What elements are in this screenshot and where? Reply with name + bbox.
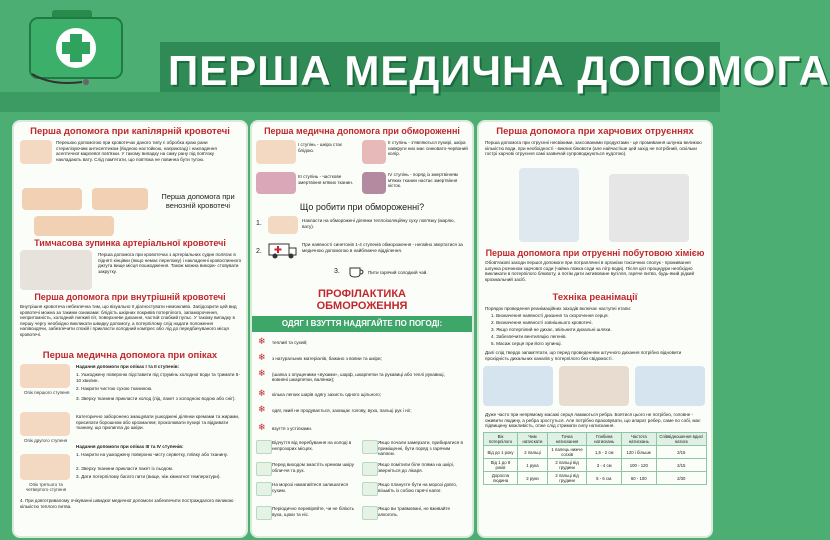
reanim-step-4: 4. Забезпечити вентиляцію легенів.: [491, 334, 567, 339]
burn-caption-3: Опік третього та четвертого ступеня: [25, 482, 67, 492]
frost-degree-1: І ступінь - шкіра стає блідою.: [298, 142, 343, 153]
frost-image-4: [362, 172, 386, 194]
table-cell: Доросла людина: [484, 472, 518, 485]
heading-arterial: Тимчасова зупинка артеріальної кровотечі: [34, 238, 226, 248]
cpr-image-1: [483, 366, 553, 406]
frost-step-1: Накласти на обморожені ділянки теплоізоляційну суху пов'язку (марлю, вату).: [302, 218, 455, 229]
burns-12-title: Надання допомоги при опіках І та ІІ ступенів:: [76, 364, 180, 369]
table-header-cell: Частота натискань: [622, 433, 656, 446]
what-to-do: Що робити при обмороженні?: [299, 202, 425, 212]
tip-icon: [362, 440, 378, 454]
tea-cup-icon: [348, 264, 364, 278]
cpr-image-2: [559, 366, 629, 406]
table-cell: 1,5 - 2 см: [587, 446, 622, 459]
table-cell: 2/30: [656, 472, 707, 485]
capillary-image: [20, 140, 52, 164]
table-cell: 100 - 120: [622, 459, 656, 472]
page-title: ПЕРША МЕДИЧНА ДОПОМОГА: [168, 47, 830, 94]
burns-note: 4. При довготривалому очікуванні швидкої медичної допомоги забезпечити постраждалого великою кількістю теплого питва.: [20, 498, 234, 509]
table-header-row: [484, 433, 707, 446]
tip-icon: [256, 506, 272, 520]
tip-icon: [256, 462, 272, 476]
frost-image-3: [256, 172, 296, 194]
table-cell: 2 пальці від грудини: [547, 472, 586, 485]
burns-forbidden: Категорично заборонено змащувати ушкоджені ділянки кремами та жирами, присипати борошном або крохмалем; проколювати пухирі та відривати тканину, що прилипла до шкіри.: [76, 414, 240, 430]
table-header-cell: Співвідношення вдих/натиск: [656, 433, 707, 446]
table-cell: 2 пальці від грудини: [547, 459, 586, 472]
reanim-text: Порядок проведення реанімаційних заходів включає наступні етапи:: [485, 306, 632, 311]
table-header-cell: Вік потерпілого: [484, 433, 518, 446]
food-image-2: [609, 174, 689, 242]
snowflake-icon: ❄: [258, 422, 266, 432]
tip-3: Перед виходом змастіть кремом шкіру обличчя та рук.: [272, 462, 354, 473]
tip-2: Якщо почали замерзати, прибиратися в приміщенні, бути поряд з гарячим напоєм.: [378, 440, 463, 456]
clothes-1: теплий та сухий;: [272, 340, 308, 345]
heading-chem: Перша допомога при отруєнні побутовою хімією: [485, 248, 705, 258]
frost-degree-3: ІІІ ступінь - часткове змертвіння м'яких тканин.: [298, 174, 354, 185]
arterial-image: [20, 250, 92, 290]
table-cell: 1 рука: [517, 459, 547, 472]
internal-text: Внутрішня кровотеча небезпечна тим, що візуально її діагностувати неможливо. Запідозрити цей вид кровотечі можна за такими ознаками: блідість шкірних покривів потерпілого, запаморочення, непритомність, холодний липкий піт, поверхневе дихання, частий слабкий пульс. У такому випадку в першу чергу необхідно викликати швидку допомогу, а потерпілому слід надати положення напівсидячи, забезпечити спокій і прикласти холодний компрес або лід до передбачуваного місця кровотечі.: [20, 304, 237, 337]
heading-food: Перша допомога при харчових отруєннях: [496, 126, 694, 137]
heading-capillary: Перша допомога при капілярній кровотечі: [30, 126, 230, 137]
frost-image-2: [362, 140, 386, 164]
capillary-text: Перешою допомогою при кровотечах даного типу є обробка краю рани стерилізуючим антисептиком (йодною настойкою, наприклад) і накладення асептичної марлевої пов'язки. У такому випадку на саму рану під пов'язку накладають вату. Слід пам'ятати, що пов'язка не повинна бути тугою.: [56, 140, 217, 162]
panel-frostbite: [250, 120, 474, 538]
burns-step2-1: 1. Накрити на ушкоджену поверхню чисту серветку, плівку або тканину.: [76, 452, 228, 457]
tip-7: Періодично перевіряйте, чи не біліють вуха, щоки та ніс.: [272, 506, 355, 517]
burn-image-2: [20, 412, 70, 436]
step-image-1: [268, 216, 298, 234]
frost-image-1: [256, 140, 296, 164]
cpr-table: [483, 432, 707, 485]
tip-icon: [256, 482, 272, 496]
table-cell: 1 палець нижче сосків: [547, 446, 586, 459]
burns-step-3: 3. Зверху тканини прикласти холод (лід, пакет з холодною водою або сніг).: [76, 396, 236, 401]
burn-caption-2: Опік другого ступеня: [24, 438, 68, 443]
food-image-1: [519, 168, 579, 242]
tip-icon: [362, 482, 378, 496]
snowflake-icon: ❄: [258, 368, 266, 378]
cpr-text: Дуже часто при непрямому масажі серця ламаються ребра. Боятися цього не потрібно, головне - оживити людину, а ребра зростуться. Але потрібно враховувати, що апарат ребер, саме по собі, має підвищену можливість, отже слід стримати силу натискання.: [485, 412, 701, 428]
clothes-3: (шапка з опущеними «вухами», шарф, шкарпетки та рукавиці або теплі рукавиці, вовняні шкарпетки, валянки);: [272, 372, 445, 383]
burn-caption-1: Опік першого ступеня: [24, 390, 70, 395]
heading-frostbite: Перша медична допомога при обмороженні: [264, 126, 460, 136]
clothes-4: кілька легких шарів одягу захисть одного щільного;: [272, 392, 382, 397]
chem-text: Обов'язкові заходи першої допомоги при потраплянні в організм токсичних сполук - промивання шлунка розчином харчової соди (чайна ложка соди на літр води). Після цієї процедури необхідно викликати в потерпілого блювоту, а потім дати активоване вугілля, гаряче питво, будь-який рідкий крохмальний засіб.: [485, 260, 695, 282]
panel-poisoning-reanimation: [477, 120, 713, 538]
first-aid-kit-icon: [22, 8, 132, 86]
table-cell: 2/15: [656, 446, 707, 459]
heading-reanim: Техніка реанімації: [552, 292, 638, 303]
panel-bleeding-burns: [12, 120, 248, 538]
table-cell: 60 - 100: [622, 472, 656, 485]
step-num-1: 1.: [256, 220, 262, 227]
venous-image-1: [22, 188, 82, 210]
frost-degree-2: ІІ ступінь - з'являються пухирі, шкіра навкруги них має синювато-червоний колір.: [388, 140, 468, 156]
burn-image-3: [20, 454, 70, 480]
ambulance-icon: [268, 240, 298, 260]
table-header-cell: Точка натискання: [547, 433, 586, 446]
table-row: [484, 472, 707, 485]
snowflake-icon: ❄: [258, 404, 266, 414]
step-num-3: 3.: [334, 268, 340, 275]
table-row: [484, 446, 707, 459]
burns-34-title: Надання допомоги при опіках ІІІ та IV ступенів:: [76, 444, 184, 449]
burn-image-1: [20, 364, 70, 388]
clothes-5: одяг, який не продувається, захищає голову, вуха, пальці рук і ніг;: [272, 408, 412, 413]
table-header-cell: Глибина натискань: [587, 433, 622, 446]
burns-step-2: 2. Накрити чистою сухою тканиною.: [76, 386, 153, 391]
burns-step2-2: 2. Зверху тканини прикласти пакет із льодом.: [76, 466, 174, 471]
tip-8: Якщо ви травмовані, не вживайте алкоголь.: [378, 506, 451, 517]
header: [0, 0, 830, 112]
reanim-step-1: 1. Визначення наявності дихання та скорочення серця.: [491, 313, 609, 318]
snowflake-icon: ❄: [258, 388, 266, 398]
reanim-note: Далі слід твердо запам'ятати, що перед проведенням штучного дихання потрібно відновити прохідність дихальних каналів у потерпілого без свідомості.: [485, 350, 682, 361]
frost-step-2: При наявності синетонів 1-4 ступенів обмороження - негайно звертатися за медичною допомогою в найближче відділення.: [302, 242, 463, 253]
table-cell: 5 - 6 см.: [587, 472, 622, 485]
clothes-bar: ОДЯГ І ВЗУТТЯ НАДЯГАЙТЕ ПО ПОГОДІ:: [252, 316, 472, 332]
frost-step-3: Пити гарячий солодкий чай.: [368, 270, 428, 275]
venous-image-3: [34, 216, 114, 236]
tip-5: На морозі намагайтеся залишатися сухим.: [272, 482, 348, 493]
venous-image-2: [92, 188, 148, 210]
food-text: Перша допомога при отруєнні несвіжими, заєсованими продуктами - це промивання шлунка великою кількістю води, при необхідності - виклик блювоти (але найчастіше цей захід не потрібний, оскільки гострі харчові отруєння самі зазвичай супроводжуються нудотою).: [485, 140, 702, 156]
tip-6: Якщо плануєте бути на морозі довго, візьміть із собою гарячі напої.: [378, 482, 458, 493]
frost-degree-4: IV ступінь - поряд із змертвінням м'яких тканин настає змертвіння кісток.: [388, 172, 458, 188]
table-cell: 2/15: [656, 459, 707, 472]
snowflake-icon: ❄: [258, 336, 266, 346]
step-num-2: 2.: [256, 248, 262, 255]
table-cell: 2 пальці: [517, 446, 547, 459]
table-row: [484, 459, 707, 472]
table-header-cell: Чим натискати: [517, 433, 547, 446]
prevention-heading: ПРОФІЛАКТИКА ОБМОРОЖЕННЯ: [316, 288, 408, 312]
arterial-text: Перша допомога при кровотечах з артеріальних судин полягає в підняті кінцівки (якщо немає перелому) і накладенні кровоспинного джгута вище місця пошкодження. Також можна викори- стовувати закрутку.: [98, 252, 242, 274]
clothes-2: з натуральних матеріалів, бажано з вовни та шкіри;: [272, 356, 382, 361]
clothes-6: взуття з устілками.: [272, 426, 313, 431]
table-cell: Від 1 до 8 років: [484, 459, 518, 472]
tip-1: Відчуття від перебування на холоді в непрозорих місцях.: [272, 440, 352, 451]
table-cell: 2 руки: [517, 472, 547, 485]
tip-icon: [256, 440, 272, 454]
venous-label: Перша допомога при венозній кровотечі: [161, 192, 235, 210]
tip-icon: [362, 462, 378, 476]
burns-step2-3: 3. Дати потерпілому багато пити (вище, ніж кімнатної температури).: [76, 474, 221, 479]
burns-step-1: 1. Ушкоджену поверхню підставити під струмінь холодної води та тримати 5-10 хвилин.: [76, 372, 240, 383]
reanim-step-5: 5. Масаж серця при його зупинці.: [491, 341, 562, 346]
table-cell: 120 і більше: [622, 446, 656, 459]
cpr-image-3: [635, 366, 705, 406]
reanim-step-3: 3. Якщо потерпілий не дихає, звільнити дихальні шляхи.: [491, 327, 612, 332]
tip-4: Якщо помітили біле пляма на шкірі, зверніться до лікаря.: [378, 462, 455, 473]
snowflake-icon: ❄: [258, 352, 266, 362]
heading-internal: Перша допомога при внутрішній кровотечі: [34, 292, 226, 302]
reanim-step-2: 2. Визначення наявності зовнішнього кровотечі.: [491, 320, 593, 325]
table-cell: Від до 1 року: [484, 446, 518, 459]
table-cell: 3 - 4 см: [587, 459, 622, 472]
heading-burns: Перша медична допомога при опіках: [42, 350, 218, 361]
tip-icon: [362, 506, 378, 520]
